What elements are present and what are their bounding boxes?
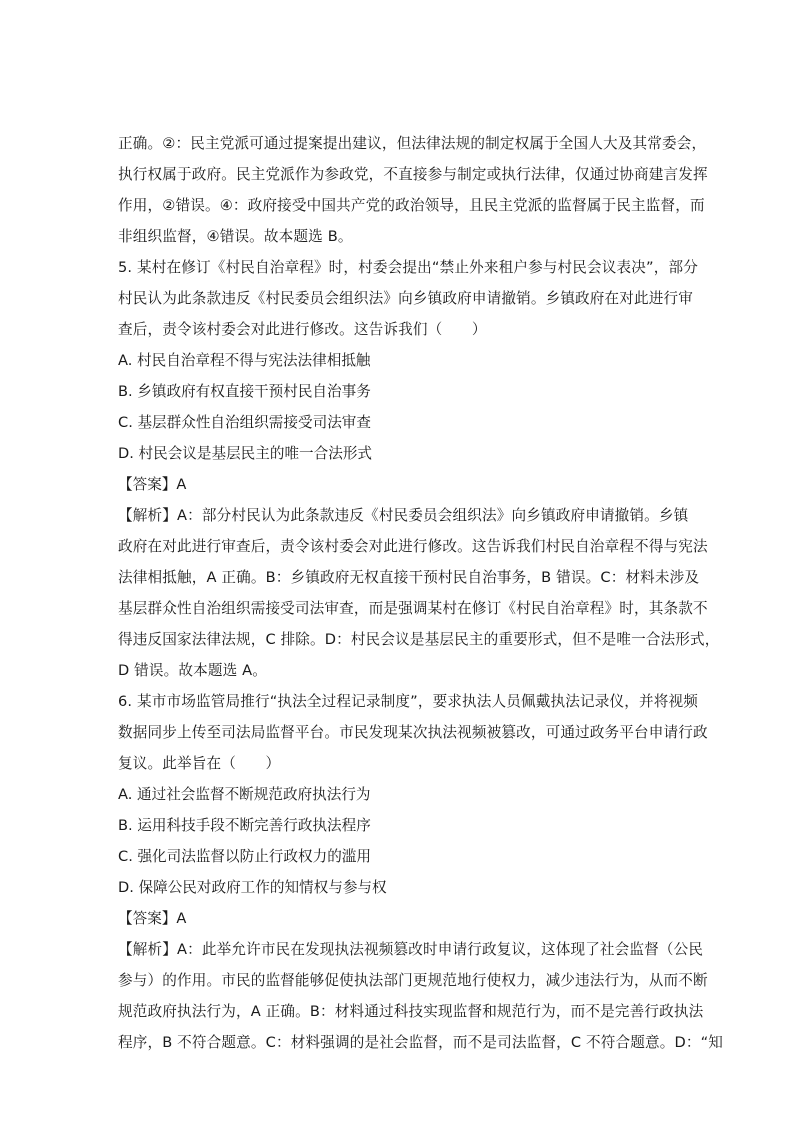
- question-5-analysis: 政府在对此进行审查后，责令该村委会对此进行修改。这告诉我们村民自治章程不得与宪法: [118, 538, 708, 555]
- question-6-option-b: B. 运用科技手段不断完善行政执法程序: [118, 817, 371, 834]
- document-body: [118, 128, 724, 1058]
- question-6-option-c: C. 强化司法监督以防止行政权力的滥用: [118, 848, 371, 865]
- question-5-stem: 查后，责令该村委会对此进行修改。这告诉我们（ ）: [118, 321, 487, 338]
- question-5-stem: 5. 某村在修订《村民自治章程》时，村委会提出“禁止外来租户参与村民会议表决”，部分: [118, 259, 698, 276]
- question-6-analysis: 程序，B 不符合题意。C：材料强调的是社会监督，而不是司法监督，C 不符合题意。D：“知: [118, 1034, 724, 1051]
- question-5-analysis: 法律相抵触，A 正确。B：乡镇政府无权直接干预村民自治事务，B 错误。C：材料未涉及: [118, 569, 700, 586]
- question-5-option-a: A. 村民自治章程不得与宪法法律相抵触: [118, 352, 371, 369]
- question-5-analysis: 基层群众性自治组织需接受司法审查，而是强调某村在修订《村民自治章程》时，其条款不: [118, 600, 708, 617]
- question-6-option-a: A. 通过社会监督不断规范政府执法行为: [118, 786, 371, 803]
- question-5-option-c: C. 基层群众性自治组织需接受司法审查: [118, 414, 371, 431]
- question-5-analysis: 得违反国家法律法规，C 排除。D：村民会议是基层民主的重要形式，但不是唯一合法形式，: [118, 631, 720, 648]
- question-6-option-d: D. 保障公民对政府工作的知情权与参与权: [118, 879, 387, 896]
- question-5-stem: 村民认为此条款违反《村民委员会组织法》向乡镇政府申请撤销。乡镇政府在对此进行审: [118, 290, 694, 307]
- question-6-analysis: 规范政府执法行为，A 正确。B：材料通过科技实现监督和规范行为，而不是完善行政执法: [118, 1003, 704, 1020]
- text-line: 正确。②：民主党派可通过提案提出建议，但法律法规的制定权属于全国人大及其常委会，: [118, 135, 707, 152]
- question-5-option-b: B. 乡镇政府有权直接干预村民自治事务: [118, 383, 371, 400]
- question-5-option-d: D. 村民会议是基层民主的唯一合法形式: [118, 445, 373, 462]
- question-5-analysis: 【解析】A：部分村民认为此条款违反《村民委员会组织法》向乡镇政府申请撤销。乡镇: [118, 507, 689, 524]
- question-6-answer: 【答案】A: [118, 910, 187, 927]
- question-6-stem: 6. 某市市场监管局推行“执法全过程记录制度”，要求执法人员佩戴执法记录仪，并将视频: [118, 693, 698, 710]
- text-line: 执行权属于政府。民主党派作为参政党，不直接参与制定或执行法律，仅通过协商建言发挥: [118, 166, 708, 183]
- question-6-stem: 数据同步上传至司法局监督平台。市民发现某次执法视频被篡改，可通过政务平台申请行政: [118, 724, 708, 741]
- text-line: 作用，②错误。④：政府接受中国共产党的政治领导，且民主党派的监督属于民主监督，而: [118, 197, 705, 214]
- text-line: 非组织监督，④错误。故本题选 B。: [118, 228, 353, 245]
- question-6-stem: 复议。此举旨在（ ）: [118, 755, 281, 772]
- question-5-answer: 【答案】A: [118, 476, 187, 493]
- question-6-analysis: 【解析】A：此举允许市民在发现执法视频篡改时申请行政复议，这体现了社会监督（公民: [118, 941, 704, 958]
- question-6-analysis: 参与）的作用。市民的监督能够促使执法部门更规范地行使权力，减少违法行为，从而不断: [118, 972, 708, 989]
- question-5-analysis: D 错误。故本题选 A。: [118, 662, 268, 679]
